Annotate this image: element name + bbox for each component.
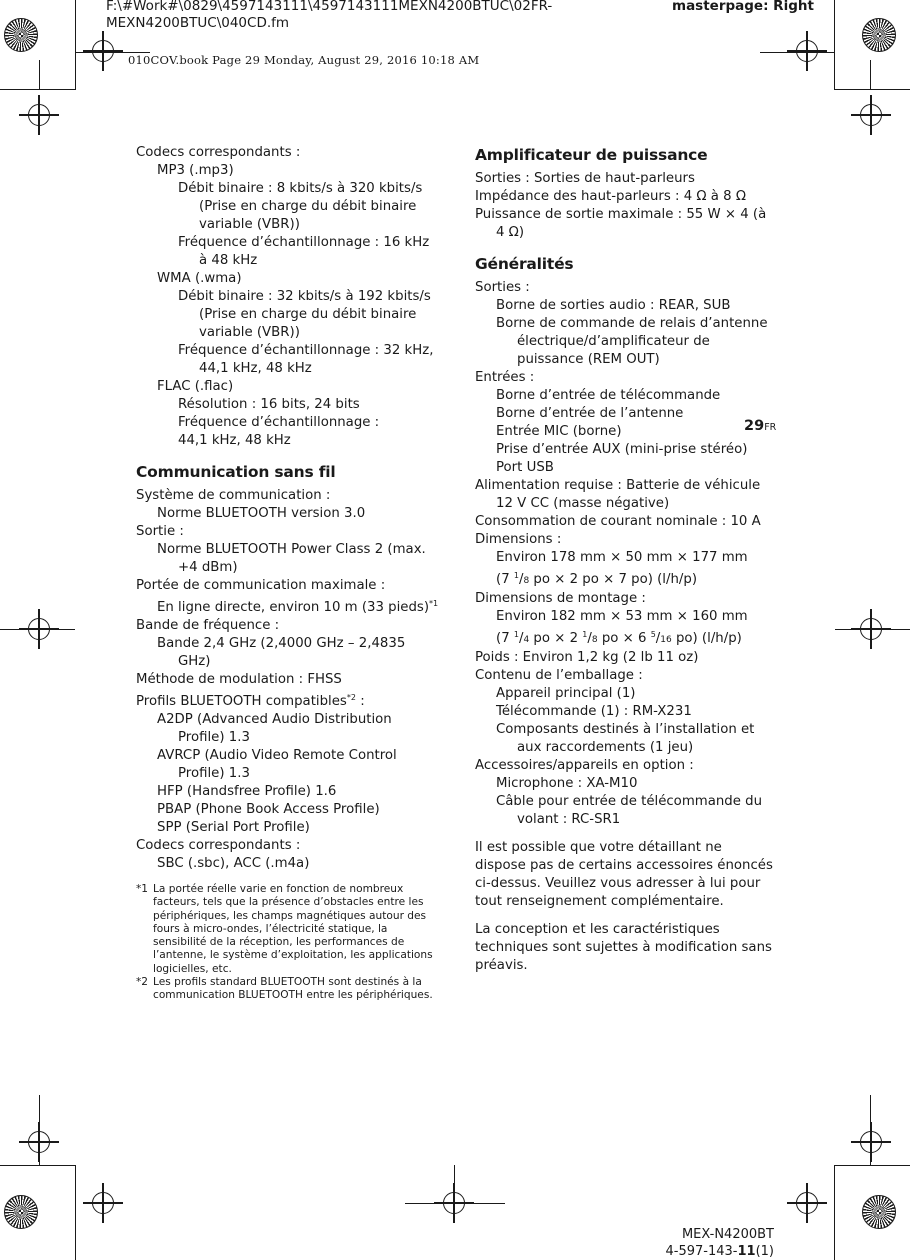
spec-line: Norme BLUETOOTH Power Class 2 (max. +4 dBm) bbox=[157, 542, 426, 575]
spec-line bbox=[136, 689, 436, 711]
spec-line: Sorties : bbox=[475, 280, 530, 295]
spec-line: MP3 (.mp3) bbox=[157, 163, 234, 178]
spec-line: A2DP (Advanced Audio Distribution Profile) 1.3 bbox=[157, 712, 392, 745]
crop-line bbox=[870, 60, 871, 90]
page-language: FR bbox=[764, 422, 777, 433]
footnote-ref: *1 bbox=[429, 599, 439, 608]
color-registration-mark bbox=[4, 18, 38, 52]
spec-line: Débit binaire : 32 kbits/s à 192 kbits/s (Prise en charge du débit binaire variable (VBR)) bbox=[178, 289, 431, 340]
file-path-line2: MEXN4200BTUC\040CD.fm bbox=[106, 15, 290, 31]
dims-inches-text: po × 2 po × 7 po) (l/h/p) bbox=[529, 572, 698, 587]
section-heading: Amplificateur de puissance bbox=[475, 146, 708, 164]
spec-line: SPP (Serial Port Profile) bbox=[157, 820, 310, 835]
fraction-denominator: 16 bbox=[660, 635, 672, 645]
spec-line: Système de communication : bbox=[136, 488, 331, 503]
spec-line: Entrée MIC (borne) bbox=[496, 424, 622, 439]
spec-line: Consommation de courant nominale : 10 A bbox=[475, 514, 761, 529]
spec-line: (7 $^1$/8 po × 2 po × 7 po) (l/h/p) bbox=[496, 571, 698, 587]
spec-line: PBAP (Phone Book Access Profile) bbox=[157, 802, 380, 817]
spec-line: Puissance de sortie maximale : 55 W × 4 (à 4 Ω) bbox=[475, 207, 767, 240]
crop-line bbox=[454, 1165, 455, 1195]
spec-line: Télécommande (1) : RM-X231 bbox=[496, 704, 692, 719]
spacer bbox=[475, 829, 775, 839]
crop-line bbox=[39, 60, 40, 90]
fraction-numerator: 5 bbox=[650, 630, 656, 639]
spec-line: Accessoires/appareils en option : bbox=[475, 758, 694, 773]
spec-line bbox=[136, 595, 439, 617]
crop-line bbox=[405, 1203, 505, 1204]
mount-inches-text: po × 2 bbox=[529, 631, 583, 646]
spec-line: Codecs correspondants : bbox=[136, 838, 301, 853]
crosshair-registration-mark bbox=[796, 1192, 818, 1214]
crosshair-registration-mark bbox=[860, 1131, 882, 1153]
range-value: En ligne directe, environ 10 m (33 pieds) bbox=[157, 600, 430, 615]
color-registration-mark bbox=[862, 18, 896, 52]
footnote bbox=[136, 883, 436, 976]
crop-line bbox=[75, 0, 76, 90]
spec-line: Débit binaire : 8 kbits/s à 320 kbits/s (Prise en charge du débit binaire variable (VBR)) bbox=[178, 181, 423, 232]
spec-line: Fréquence d’échantillonnage : bbox=[178, 415, 380, 430]
footnote-mark: *2 bbox=[136, 976, 149, 989]
spacer bbox=[475, 911, 775, 921]
spec-line: Dimensions de montage : bbox=[475, 591, 646, 606]
fraction-numerator: 1 bbox=[513, 571, 519, 580]
fraction-denominator: 8 bbox=[523, 576, 530, 586]
crop-line bbox=[870, 1095, 871, 1165]
footnote-mark: *1 bbox=[136, 883, 149, 895]
spec-line: Câble pour entrée de télécommande du volant : RC-SR1 bbox=[496, 794, 763, 827]
section-heading: Communication sans fil bbox=[136, 463, 336, 481]
model-name: MEX-N4200BT bbox=[681, 1227, 774, 1242]
spec-line: Résolution : 16 bits, 24 bits bbox=[178, 397, 360, 412]
spec-line: Borne d’entrée de l’antenne bbox=[496, 406, 684, 421]
spec-line: Composants destinés à l’installation et aux raccordements (1 jeu) bbox=[496, 722, 755, 755]
book-info: 010COV.book Page 29 Monday, August 29, 2016 10:18 AM bbox=[128, 53, 480, 67]
spec-line: Bande de fréquence : bbox=[136, 618, 280, 633]
crop-line bbox=[760, 52, 834, 53]
spec-line: Poids : Environ 1,2 kg (2 lb 11 oz) bbox=[475, 650, 699, 665]
crop-line bbox=[0, 89, 75, 90]
spec-line: Environ 178 mm × 50 mm × 177 mm bbox=[496, 550, 748, 565]
spec-line: FLAC (.flac) bbox=[157, 379, 234, 394]
spec-line: WMA (.wma) bbox=[157, 271, 242, 286]
spec-line: Fréquence d’échantillonnage : 16 kHz à 48 kHz bbox=[178, 235, 430, 268]
footnote bbox=[136, 976, 436, 1003]
crop-line bbox=[834, 1165, 835, 1260]
spec-line: Bande 2,4 GHz (2,4000 GHz – 2,4835 GHz) bbox=[157, 636, 406, 669]
page-number-value: 29 bbox=[744, 418, 765, 434]
fraction-numerator: 1 bbox=[513, 630, 519, 639]
mount-inches-text: po) (l/h/p) bbox=[671, 631, 742, 646]
spec-line: Sorties : Sorties de haut-parleurs bbox=[475, 171, 695, 186]
footnote-text: La portée réelle varie en fonction de nombreux facteurs, tels que la présence d’obstacles entre les périphériques, les champs magnétiques autour des fours à micro-ondes, l’électricité statique, la sensibilité de la réception, les performances de l’antenne, le système d’exploitation, les applications logicielles, etc. bbox=[153, 883, 433, 975]
model-info bbox=[666, 1226, 775, 1260]
spec-line: Borne d’entrée de télécommande bbox=[496, 388, 721, 403]
spec-line: (7 $^1$/4 po × 2 $^1$/8 po × 6 $^5$/16 po) (l/h/p) bbox=[496, 630, 742, 646]
crosshair-registration-mark bbox=[92, 40, 114, 62]
crop-line bbox=[835, 89, 910, 90]
crop-line bbox=[39, 1095, 40, 1165]
crosshair-registration-mark bbox=[92, 1192, 114, 1214]
spec-line: Norme BLUETOOTH version 3.0 bbox=[157, 506, 366, 521]
fraction-denominator: 4 bbox=[523, 635, 530, 645]
right-column bbox=[475, 144, 775, 975]
color-registration-mark bbox=[862, 1195, 896, 1229]
dims-inches-text: (7 bbox=[496, 572, 514, 587]
crop-line bbox=[835, 629, 910, 630]
spec-line: Port USB bbox=[496, 460, 554, 475]
footnotes bbox=[136, 883, 436, 1003]
spec-line: Dimensions : bbox=[475, 532, 562, 547]
file-path bbox=[106, 0, 552, 32]
spec-line: Appareil principal (1) bbox=[496, 686, 636, 701]
crop-line bbox=[75, 1165, 76, 1260]
crop-line bbox=[835, 1165, 910, 1166]
footnote-text: Les profils standard BLUETOOTH sont destinés à la communication BLUETOOTH entre les périphériques. bbox=[153, 976, 433, 1002]
file-path-line1: F:\#Work#\0829\4597143111\4597143111MEXN4200BTUC\02FR- bbox=[106, 0, 553, 14]
crosshair-registration-mark bbox=[28, 104, 50, 126]
mount-inches-text: po × 6 bbox=[597, 631, 651, 646]
crosshair-registration-mark bbox=[796, 40, 818, 62]
part-code-bold: 11 bbox=[737, 1244, 756, 1259]
profiles-label: Profils BLUETOOTH compatibles bbox=[136, 694, 347, 709]
crosshair-registration-mark bbox=[860, 104, 882, 126]
crop-line bbox=[834, 0, 835, 90]
section-heading: Généralités bbox=[475, 255, 574, 273]
fraction-denominator: 8 bbox=[591, 635, 598, 645]
note-paragraph: La conception et les caractéristiques techniques sont sujettes à modification sans préavis. bbox=[475, 922, 772, 973]
fraction-numerator: 1 bbox=[582, 630, 588, 639]
part-code bbox=[666, 1243, 775, 1260]
spec-line: Borne de commande de relais d’antenne électrique/d’amplificateur de puissance (REM OUT) bbox=[496, 316, 768, 367]
spec-line: Environ 182 mm × 53 mm × 160 mm bbox=[496, 609, 748, 624]
spec-line: Méthode de modulation : FHSS bbox=[136, 672, 342, 687]
part-code-suffix: (1) bbox=[755, 1244, 774, 1259]
spec-line: SBC (.sbc), ACC (.m4a) bbox=[157, 856, 310, 871]
page-number bbox=[744, 418, 776, 434]
spec-line: 44,1 kHz, 48 kHz bbox=[178, 433, 291, 448]
masterpage-label: masterpage: Right bbox=[672, 0, 814, 14]
left-column bbox=[136, 144, 439, 1003]
spec-line: Portée de communication maximale : bbox=[136, 578, 386, 593]
part-code-prefix: 4-597-143- bbox=[665, 1244, 738, 1259]
color-registration-mark bbox=[4, 1195, 38, 1229]
spec-line: HFP (Handsfree Profile) 1.6 bbox=[157, 784, 337, 799]
spec-line: Microphone : XA-M10 bbox=[496, 776, 638, 791]
note-paragraph: Il est possible que votre détaillant ne dispose pas de certains accessoires énoncés ci-dessus. Veuillez vous adresser à lui pour tout renseignement complémentaire. bbox=[475, 840, 773, 909]
spec-line: Contenu de l’emballage : bbox=[475, 668, 643, 683]
spec-line: Alimentation requise : Batterie de véhicule 12 V CC (masse négative) bbox=[475, 478, 761, 511]
spec-line: Sortie : bbox=[136, 524, 184, 539]
spec-line: AVRCP (Audio Video Remote Control Profile) 1.3 bbox=[157, 748, 397, 781]
spec-line: Entrées : bbox=[475, 370, 535, 385]
spec-line: Fréquence d’échantillonnage : 32 kHz, 44,1 kHz, 48 kHz bbox=[178, 343, 434, 376]
mount-inches-text: (7 bbox=[496, 631, 514, 646]
spec-line: Codecs correspondants : bbox=[136, 145, 301, 160]
footnote-ref: *2 bbox=[346, 693, 356, 702]
spec-line: Impédance des haut-parleurs : 4 Ω à 8 Ω bbox=[475, 189, 747, 204]
spec-line: Prise d’entrée AUX (mini-prise stéréo) bbox=[496, 442, 748, 457]
crop-line bbox=[0, 1165, 75, 1166]
spec-line: Borne de sorties audio : REAR, SUB bbox=[496, 298, 731, 313]
crop-line bbox=[0, 629, 75, 630]
profiles-colon: : bbox=[355, 694, 365, 709]
